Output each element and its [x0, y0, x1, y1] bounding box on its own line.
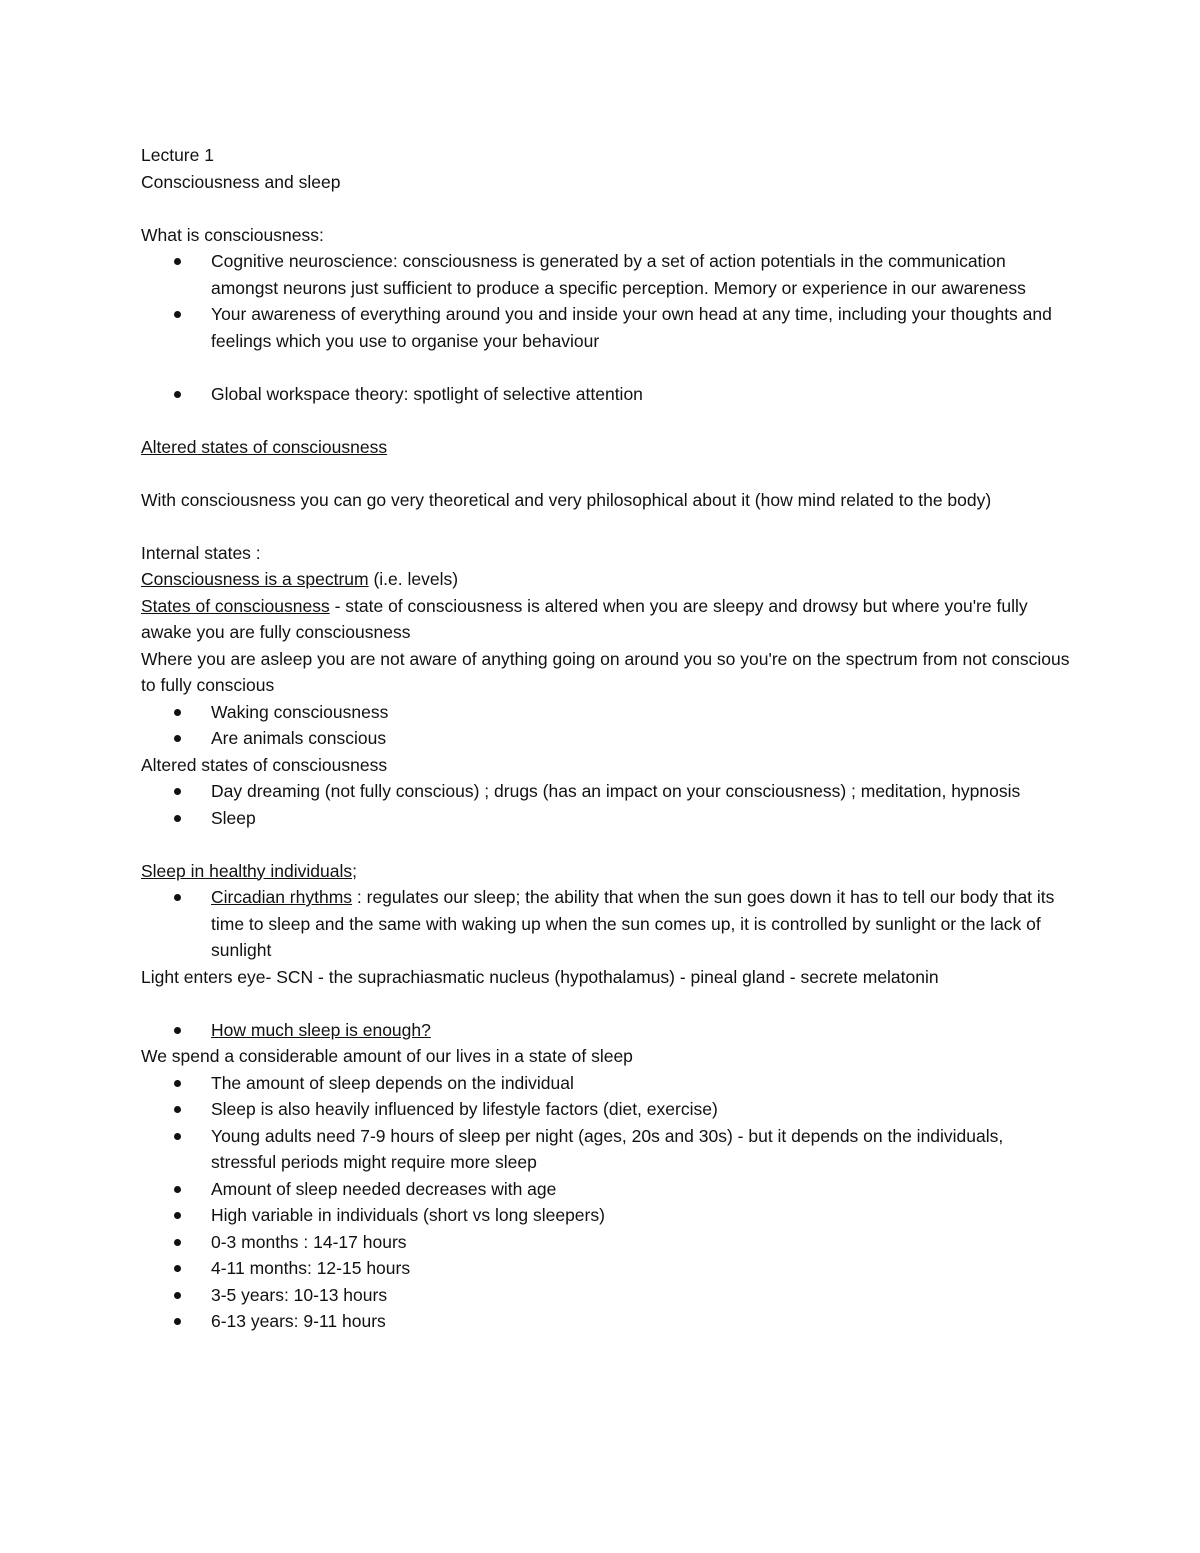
bullet-icon	[174, 311, 181, 318]
list-item-text: Your awareness of everything around you and inside your own head at any time, including your thoughts and feelings which you use to organise your behaviour	[211, 304, 1052, 351]
list-item	[141, 248, 1071, 301]
list-item-text: 6-13 years: 9-11 hours	[211, 1311, 386, 1331]
list-item-text: Cognitive neuroscience: consciousness is generated by a set of action potentials in the communication amongst neurons just sufficient to produce a specific perception. Memory or experience in our awareness	[211, 251, 1026, 298]
list-item	[141, 1229, 1071, 1256]
bullet-icon	[174, 258, 181, 265]
asleep-paragraph: Where you are asleep you are not aware of anything going on around you so you're on the spectrum from not conscious to fully conscious	[141, 648, 1070, 695]
list-item	[141, 1255, 1071, 1282]
list-item-text: Day dreaming (not fully conscious) ; drugs (has an impact on your consciousness) ; meditation, hypnosis	[211, 781, 1021, 801]
bullet-icon	[174, 1292, 181, 1299]
list-item	[141, 805, 1071, 832]
list-item	[141, 1096, 1071, 1123]
list-item-text: 3-5 years: 10-13 hours	[211, 1284, 388, 1305]
bullet-icon	[174, 1133, 181, 1140]
list-item-text: 0-3 months : 14-17 hours	[211, 1231, 407, 1252]
list-item	[141, 1017, 1071, 1044]
bullet-icon	[174, 788, 181, 795]
list-item-text: Waking consciousness	[211, 701, 389, 722]
spacer	[141, 195, 1071, 222]
list-item-text: Amount of sleep needed decreases with age	[211, 1178, 557, 1199]
list-item	[141, 778, 1071, 805]
list-item	[141, 1123, 1071, 1176]
list-item	[141, 725, 1071, 752]
bullet-icon	[174, 1239, 181, 1246]
bullet-icon	[174, 1318, 181, 1325]
list-item-text: Young adults need 7-9 hours of sleep per night (ages, 20s and 30s) - but it depends on the individuals, stressful periods might require more sleep	[211, 1125, 1004, 1172]
states-line	[141, 593, 1071, 646]
list-item-text: Are animals conscious	[211, 728, 387, 748]
light-pathway-line: Light enters eye- SCN - the suprachiasmatic nucleus (hypothalamus) - pineal gland - secrete melatonin	[141, 966, 939, 987]
bullet-icon	[174, 709, 181, 716]
lecture-title: Lecture 1	[141, 145, 214, 165]
spend-line: We spend a considerable amount of our lives in a state of sleep	[141, 1046, 633, 1066]
list-item-text: 4-11 months: 12-15 hours	[211, 1258, 411, 1278]
list-item	[141, 1202, 1071, 1229]
internal-list	[141, 699, 1071, 752]
circadian-text: : regulates our sleep; the ability that when the sun goes down it has to tell our body that its time to sleep and the same with waking up when the sun comes up, it is controlled by sunlight or the lack of sunlight	[211, 887, 1055, 960]
what-is-list	[141, 248, 1071, 407]
document-page	[141, 142, 1071, 1335]
spacer	[141, 407, 1071, 434]
spectrum-line	[141, 566, 1071, 593]
spectrum-text: (i.e. levels)	[368, 569, 459, 589]
list-item	[141, 1070, 1071, 1097]
list-item-text: Sleep	[211, 807, 256, 828]
bullet-icon	[174, 1186, 181, 1193]
enough-list	[141, 1017, 1071, 1044]
circadian-list	[141, 884, 1071, 964]
philosophy-paragraph: With consciousness you can go very theoretical and very philosophical about it (how mind related to the body)	[141, 489, 992, 510]
list-item	[141, 381, 1071, 408]
bullet-icon	[174, 1212, 181, 1219]
states-term: States of consciousness	[141, 595, 330, 616]
altered-list	[141, 778, 1071, 831]
list-item-text: Sleep is also heavily influenced by lifestyle factors (diet, exercise)	[211, 1099, 718, 1119]
list-item	[141, 1176, 1071, 1203]
bullet-icon	[174, 391, 181, 398]
sleep-heading: Sleep in healthy individuals;	[141, 860, 357, 881]
list-item-text: Global workspace theory: spotlight of selective attention	[211, 383, 643, 404]
sleep-facts-list	[141, 1070, 1071, 1335]
bullet-icon	[174, 1027, 181, 1034]
spacer	[141, 990, 1071, 1017]
states-text: - state of consciousness is altered when you are sleepy and drowsy but where you're fully awake you are fully consciousness	[141, 595, 1028, 642]
list-item	[141, 884, 1071, 964]
bullet-icon	[174, 1106, 181, 1113]
spacer	[141, 831, 1071, 858]
spacer	[141, 460, 1071, 487]
list-item-text: High variable in individuals (short vs long sleepers)	[211, 1205, 605, 1225]
bullet-icon	[174, 894, 181, 901]
bullet-icon	[174, 1265, 181, 1272]
enough-heading: How much sleep is enough?	[211, 1019, 431, 1040]
spacer	[141, 513, 1071, 540]
list-item	[141, 301, 1071, 354]
list-item-text: The amount of sleep depends on the individual	[211, 1072, 574, 1093]
internal-states-heading: Internal states :	[141, 542, 261, 563]
bullet-icon	[174, 815, 181, 822]
bullet-icon	[174, 735, 181, 742]
list-item	[141, 1308, 1071, 1335]
what-is-heading: What is consciousness:	[141, 224, 324, 245]
list-item	[141, 699, 1071, 726]
altered-states-heading: Altered states of consciousness	[141, 436, 388, 457]
list-item	[141, 1282, 1071, 1309]
spectrum-term: Consciousness is a spectrum	[141, 569, 369, 589]
altered-states-heading-2: Altered states of consciousness	[141, 754, 388, 775]
lecture-subtitle: Consciousness and sleep	[141, 171, 341, 192]
bullet-icon	[174, 1080, 181, 1087]
circadian-term: Circadian rhythms	[211, 887, 353, 907]
